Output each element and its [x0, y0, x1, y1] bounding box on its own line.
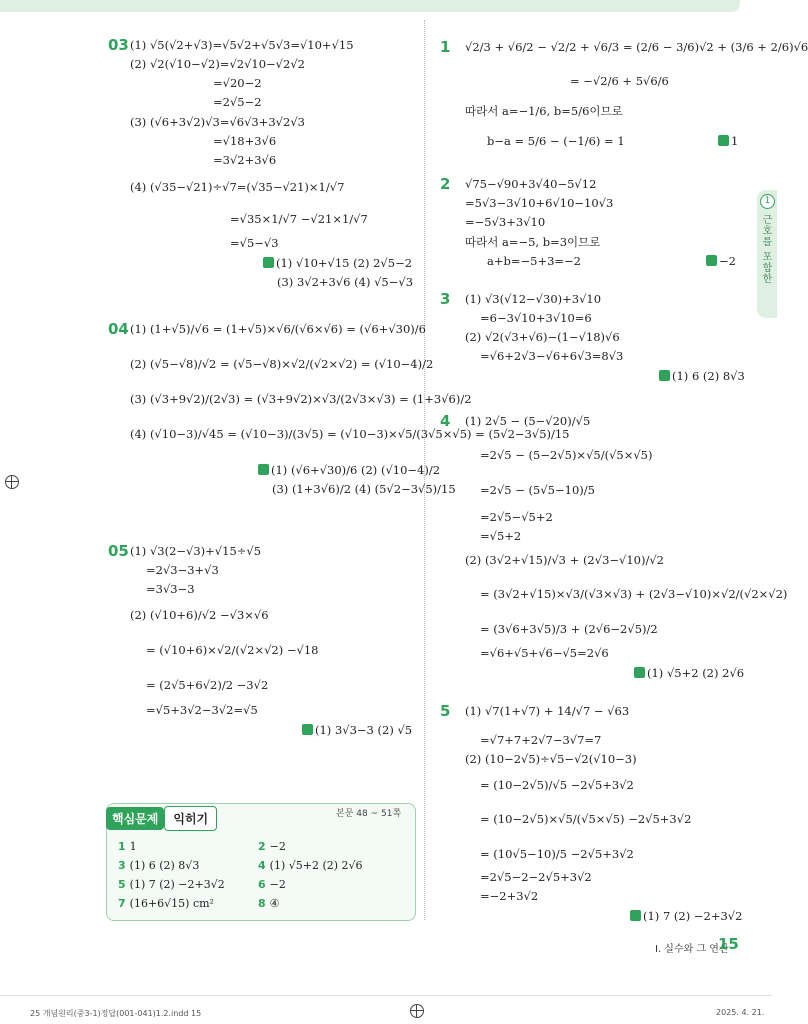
- solution-line: √75−√90+3√40−5√12: [465, 177, 597, 191]
- answer-icon: [258, 464, 269, 475]
- side-tab-label: 근호를 포함한: [760, 214, 771, 285]
- core-answer-item: [258, 840, 286, 853]
- solution-line: =√6+√5+√6−√5=2√6: [480, 646, 609, 660]
- core-problems-header: [106, 806, 217, 831]
- core-page-reference: 본문 48 ~ 51쪽: [336, 809, 402, 819]
- side-tab-number: 1: [760, 194, 775, 209]
- solution-line: =2√5 − (5√5−10)/5: [480, 483, 595, 497]
- answer-text: (1) (√6+√30)/6 (2) (√10−4)/2: [271, 463, 441, 477]
- solution-line: =√6+2√3−√6+6√3=8√3: [480, 349, 624, 363]
- core-item-value: (1) 6 (2) 8√3: [129, 859, 200, 872]
- answer-line: [277, 275, 413, 289]
- problem-number: 5: [440, 702, 451, 720]
- top-header-bar: [0, 0, 740, 12]
- solution-line: = (2√5+6√2)/2 −3√2: [146, 678, 269, 692]
- solution-line: = (√10+6)×√2/(√2×√2) −√18: [146, 643, 319, 657]
- solution-line: =5√3−3√10+6√10−10√3: [465, 196, 614, 210]
- core-item-number: 1: [118, 840, 126, 853]
- problem-number: 4: [440, 412, 451, 430]
- solution-line: =3√2+3√6: [213, 153, 277, 167]
- solution-line: =√5+2: [480, 529, 522, 543]
- answer-icon: [302, 724, 313, 735]
- problem-number: 2: [440, 175, 451, 193]
- solution-line: =−2+3√2: [480, 889, 539, 903]
- solution-line: = (10−2√5)/√5 −2√5+3√2: [480, 778, 634, 792]
- core-answer-item: [258, 878, 286, 891]
- core-item-number: 8: [258, 897, 266, 910]
- solution-line: = (10√5−10)/5 −2√5+3√2: [480, 847, 634, 861]
- solution-line: =−5√3+3√10: [465, 215, 546, 229]
- core-answer-item: [118, 878, 225, 891]
- solution-line: (2) (10−2√5)÷√5−√2(√10−3): [465, 752, 637, 766]
- solution-line: 따라서 a=−1/6, b=5/6이므로: [465, 104, 623, 118]
- solution-line: (1) √3(2−√3)+√15÷√5: [130, 544, 262, 558]
- solution-line: (1) √5(√2+√3)=√5√2+√5√3=√10+√15: [130, 38, 354, 52]
- answer-line: [706, 254, 736, 268]
- solution-line: =2√5−2−2√5+3√2: [480, 870, 592, 884]
- core-item-value: (1) 7 (2) −2+3√2: [129, 878, 225, 891]
- solution-line: (2) (√10+6)/√2 −√3×√6: [130, 608, 269, 622]
- answer-line: [630, 909, 742, 923]
- core-item-number: 4: [258, 859, 266, 872]
- registration-mark-icon: [410, 1004, 424, 1018]
- footer-rule: [0, 995, 772, 996]
- core-answer-item: [118, 859, 199, 872]
- answer-text: 1: [731, 134, 739, 148]
- solution-line: (4) (√35−√21)÷√7=(√35−√21)×1/√7: [130, 180, 345, 194]
- answer-text: (3) (1+3√6)/2 (4) (5√2−3√5)/15: [272, 482, 456, 496]
- core-answer-item: [118, 897, 214, 910]
- answer-text: −2: [719, 254, 736, 268]
- answer-line: [258, 463, 440, 477]
- solution-line: =2√5−2: [213, 95, 262, 109]
- problem-number: 3: [440, 290, 451, 308]
- answer-icon: [630, 910, 641, 921]
- solution-line: (2) (3√2+√15)/√3 + (2√3−√10)/√2: [465, 553, 664, 567]
- answer-text: (1) √10+√15 (2) 2√5−2: [276, 256, 413, 270]
- solution-line: =2√5 − (5−2√5)×√5/(√5×√5): [480, 448, 653, 462]
- answer-line: [659, 369, 745, 383]
- footer-file-info: 25 개념원리(중3-1)정답(001-041)1.2.indd 15: [30, 1009, 202, 1018]
- solution-line: =√20−2: [213, 76, 262, 90]
- problem-number: 03: [108, 36, 129, 54]
- answer-text: (3) 3√2+3√6 (4) √5−√3: [277, 275, 414, 289]
- answer-icon: [706, 255, 717, 266]
- solution-line: (1) √7(1+√7) + 14/√7 − √63: [465, 704, 630, 718]
- solution-line: (2) √2(√10−√2)=√2√10−√2√2: [130, 57, 305, 71]
- solution-line: (1) √3(√12−√30)+3√10: [465, 292, 602, 306]
- answer-icon: [263, 257, 274, 268]
- footer-date: 2025. 4. 21.: [716, 1008, 765, 1017]
- solution-line: (2) (√5−√8)/√2 = (√5−√8)×√2/(√2×√2) = (√10−4)/2: [130, 357, 434, 371]
- answer-text: (1) 6 (2) 8√3: [672, 369, 745, 383]
- core-title: 핵심문제: [106, 807, 164, 830]
- solution-line: =√7+7+2√7−3√7=7: [480, 733, 602, 747]
- answer-line: [263, 256, 412, 270]
- solution-line: = −√2/6 + 5√6/6: [570, 74, 669, 88]
- core-item-value: 1: [129, 840, 137, 853]
- answer-text: (1) 3√3−3 (2) √5: [315, 723, 413, 737]
- core-item-number: 2: [258, 840, 266, 853]
- core-item-number: 7: [118, 897, 126, 910]
- core-item-value: ④: [269, 897, 280, 910]
- answer-line: [302, 723, 412, 737]
- solution-line: =2√3−3+√3: [146, 563, 219, 577]
- solution-line: =√5−√3: [230, 236, 279, 250]
- solution-line: (1) (1+√5)/√6 = (1+√5)×√6/(√6×√6) = (√6+√30)/6: [130, 322, 426, 336]
- core-answer-item: [258, 897, 280, 910]
- answer-icon: [659, 370, 670, 381]
- solution-line: (2) √2(√3+√6)−(1−√18)√6: [465, 330, 620, 344]
- core-answer-item: [258, 859, 363, 872]
- problem-number: 05: [108, 542, 129, 560]
- solution-line: =6−3√10+3√10=6: [480, 311, 592, 325]
- chapter-side-tab[interactable]: [757, 190, 777, 318]
- core-item-value: (1) √5+2 (2) 2√6: [269, 859, 363, 872]
- solution-line: a+b=−5+3=−2: [487, 254, 581, 268]
- solution-line: = (10−2√5)×√5/(√5×√5) −2√5+3√2: [480, 812, 692, 826]
- solution-line: √2/3 + √6/2 − √2/2 + √6/3 = (2/6 − 3/6)√2 + (3/6 + 2/6)√6: [465, 40, 808, 54]
- solution-line: (3) (√6+3√2)√3=√6√3+3√2√3: [130, 115, 305, 129]
- answer-line: [718, 134, 738, 148]
- answer-line: [634, 666, 744, 680]
- answer-text: (1) √5+2 (2) 2√6: [647, 666, 745, 680]
- answer-line: [272, 482, 456, 496]
- registration-mark-icon: [5, 475, 19, 489]
- solution-line: (4) (√10−3)/√45 = (√10−3)/(3√5) = (√10−3)×√5/(3√5×√5) = (5√2−3√5)/15: [130, 427, 570, 441]
- answer-icon: [718, 135, 729, 146]
- solution-line: = (3√6+3√5)/3 + (2√6−2√5)/2: [480, 622, 658, 636]
- core-subtitle: 익히기: [164, 806, 217, 831]
- solution-line: (1) 2√5 − (5−√20)/√5: [465, 414, 591, 428]
- solution-line: = (3√2+√15)×√3/(√3×√3) + (2√3−√10)×√2/(√2×√2): [480, 587, 788, 601]
- solution-line: 따라서 a=−5, b=3이므로: [465, 235, 601, 249]
- core-item-value: −2: [269, 840, 286, 853]
- chapter-name: Ⅰ. 실수와 그 연산: [655, 944, 729, 955]
- core-item-number: 6: [258, 878, 266, 891]
- core-answer-item: [118, 840, 137, 853]
- problem-number: 04: [108, 320, 129, 338]
- solution-line: =√35×1/√7 −√21×1/√7: [230, 212, 368, 226]
- core-item-number: 5: [118, 878, 126, 891]
- solution-line: b−a = 5/6 − (−1/6) = 1: [487, 134, 625, 148]
- solution-line: (3) (√3+9√2)/(2√3) = (√3+9√2)×√3/(2√3×√3) = (1+3√6)/2: [130, 392, 472, 406]
- page-number: 15: [718, 935, 739, 953]
- solution-line: =√5+3√2−3√2=√5: [146, 703, 258, 717]
- core-item-value: −2: [269, 878, 286, 891]
- answer-text: (1) 7 (2) −2+3√2: [643, 909, 743, 923]
- core-item-number: 3: [118, 859, 126, 872]
- answer-icon: [634, 667, 645, 678]
- solution-line: =3√3−3: [146, 582, 195, 596]
- solution-line: =2√5−√5+2: [480, 510, 553, 524]
- core-item-value: (16+6√15) cm²: [129, 897, 214, 910]
- solution-line: =√18+3√6: [213, 134, 277, 148]
- problem-number: 1: [440, 38, 451, 56]
